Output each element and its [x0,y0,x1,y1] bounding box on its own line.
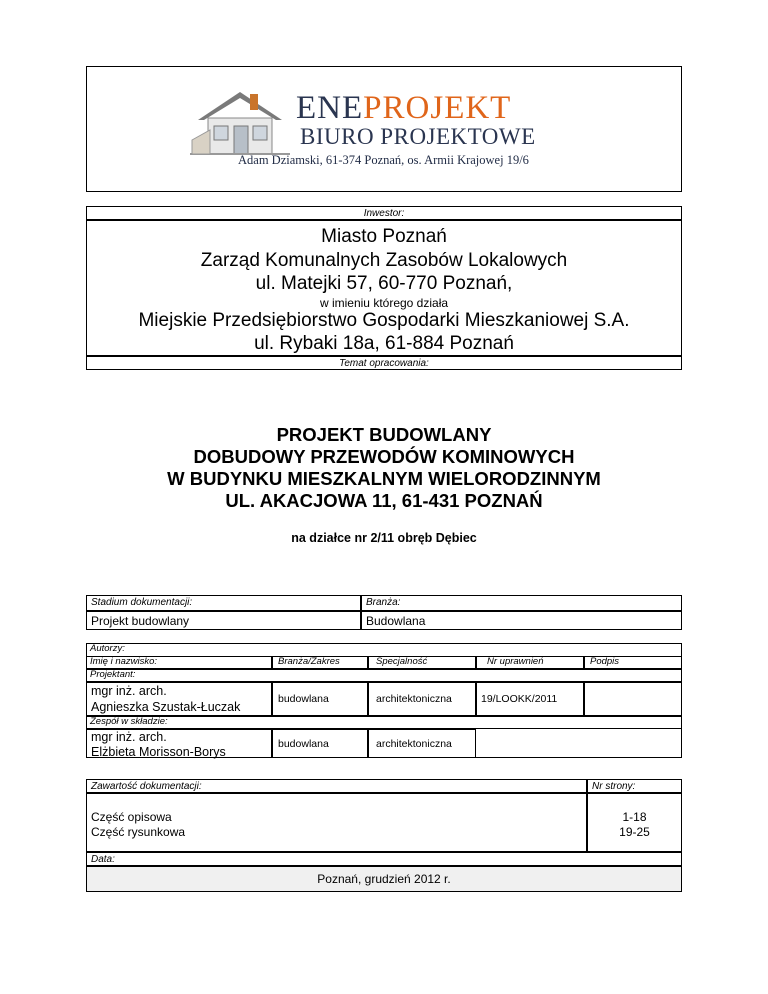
title-line3: W BUDYNKU MIESZKALNYM WIELORODZINNYM [167,468,601,489]
investor-line1: Miasto Poznań [321,226,447,247]
col-name-label: Imię i nazwisko: [90,656,158,667]
branch-value: Budowlana [366,614,426,628]
investor-label: Inwestor: [86,206,682,220]
title-line4: UL. AKACJOWA 11, 61-431 POZNAŃ [225,490,543,511]
designer-spec: architektoniczna [376,693,452,705]
designer-sign-cell [584,682,682,716]
team-label: Zespół w składzie: [90,716,168,727]
contents-label: Zawartość dokumentacji: [91,781,202,792]
designer-label-row [86,669,682,682]
stage-label: Stadium dokumentacji: [91,597,193,608]
team-branch: budowlana [278,738,329,750]
branch-label: Branża: [366,597,401,608]
logo-title: ENEPROJEKT [296,90,512,126]
logo-subtitle: BIURO PROJEKTOWE [300,124,536,149]
contents-item-descriptive: Część opisowa [91,810,172,824]
designer-label: Projektant: [90,669,136,680]
house-logo-icon [190,80,290,160]
team-label-row [86,716,682,729]
logo-address: Adam Dziamski, 61-374 Poznań, os. Armii Krajowej 19/6 [238,153,529,167]
branch-value-cell [361,611,682,630]
team-spec: architektoniczna [376,738,452,750]
col-license-label: Nr uprawnień [487,656,544,667]
page-label: Nr strony: [592,781,636,792]
col-spec-label: Specjalność [376,656,428,667]
date-label: Data: [91,854,115,865]
team-name: Elżbieta Morisson-Borys [91,745,226,759]
investor-line5: ul. Rybaki 18a, 61-884 Poznań [254,333,514,354]
stage-value-cell [86,611,361,630]
stage-label-cell [86,595,361,611]
designer-title: mgr inż. arch. [91,684,167,698]
pages-drawings: 19-25 [619,825,650,839]
col-branch-label: Branża/Zakres [278,656,340,667]
investor-line3: ul. Matejki 57, 60-770 Poznań, [255,273,513,294]
stage-value: Projekt budowlany [91,614,190,628]
col-sign-label: Podpis [590,656,620,667]
plot-number: na działce nr 2/11 obręb Dębiec [291,531,477,545]
page-label-cell [587,779,682,793]
branch-label-cell [361,595,682,611]
pages-descriptive: 1-18 [622,810,647,824]
date-label-cell [86,852,682,866]
title-line1: PROJEKT BUDOWLANY [276,424,492,445]
designer-license: 19/LOOKK/2011 [481,693,558,705]
investor-on-behalf: w imieniu którego działa [319,296,449,310]
team-title: mgr inż. arch. [91,730,167,744]
investor-line2: Zarząd Komunalnych Zasobów Lokalowych [200,250,568,271]
contents-label-cell [86,779,587,793]
designer-name: Agnieszka Szustak-Łuczak [91,700,241,714]
topic-label: Temat opracowania: [86,356,682,370]
designer-branch: budowlana [278,693,329,705]
authors-label: Autorzy: [90,643,125,654]
date-value: Poznań, grudzień 2012 r. [317,872,451,886]
title-line2: DOBUDOWY PRZEWODÓW KOMINOWYCH [193,446,575,467]
contents-item-drawings: Część rysunkowa [91,825,186,839]
investor-line4: Miejskie Przedsiębiorstwo Gospodarki Mieszkaniowej S.A. [138,310,630,331]
